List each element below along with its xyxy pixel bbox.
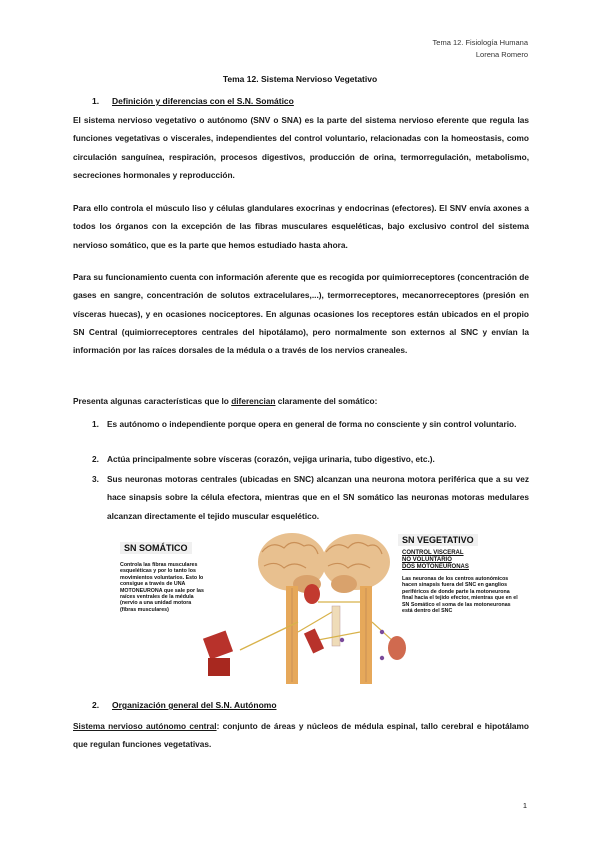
page-number: 1 [522,801,527,810]
section-title: Organización general del S.N. Autónomo [112,700,277,710]
document-title: Tema 12. Sistema Nervioso Vegetativo [222,74,378,84]
para4-post: claramente del somático: [275,396,378,406]
list-text: Es autónomo o independiente porque opera en general de forma no consciente y sin control voluntario. [107,419,517,429]
list-text: Sus neuronas motoras centrales (ubicadas en SNC) alcanzan una neurona motora periférica que a su vez hace sinapsis sobre la célula efectora, mientras que en el SN somático las neuronas motoras medulares alcanzan directamente el tejido muscular esquelético. [107,474,529,521]
autonomic-sub3: DOS MOTONEURONAS [402,563,469,570]
list-number: 3. [92,474,99,484]
paragraph-3: Para su funcionamiento cuenta con información aferente que es recogida por quimiorreceptores (concentración de gases en sangre, concentración de solutos extracelulares,...), termorreceptores, mecanorreceptores (presión en vísceras huecas), y en ocasiones nociceptores. En algunas ocasiones los receptores están ubicados en el propio SN Central (quimiorreceptores centrales del hipotálamo), pero normalmente son externos al SNC y envían la información por las raíces dorsales de la médula o a través de los nervios craneales. [73,272,529,356]
section-heading-1 [92,96,294,106]
section-number: 1. [92,96,100,106]
para5-term: Sistema nervioso autónomo central [73,721,217,731]
section-number: 2. [92,700,100,710]
list-number: 1. [92,419,99,429]
header-course: Tema 12. Fisiología Humana [432,38,528,47]
autonomic-subtitle [402,550,522,570]
nervous-system-figure [112,532,526,684]
page-header [433,37,528,61]
section-heading-2 [92,700,277,710]
header-author: Lorena Romero [475,50,528,59]
list-item [92,470,529,525]
para5-rest: : conjunto de áreas y núcleos de médula espinal, tallo cerebral e hipotálamo que regulan funciones vegetativas. [73,721,529,750]
list-text: Actúa principalmente sobre vísceras (corazón, vejiga urinaria, tubo digestivo, etc.). [107,454,435,464]
list-item [92,415,529,433]
para4-underlined: diferencian [231,396,276,406]
list-number: 2. [92,454,99,464]
autonomic-description: Las neuronas de los centros autonómicos hacen sinapsis fuera del SNC en ganglios periféricos de donde parte la motoneurona final hacia el tejido efector, mientras que en el SN Somático el soma de las motoneuronas está dentro del SNC [402,576,518,615]
paragraph-1: El sistema nervioso vegetativo o autónomo (SNV o SNA) es la parte del sistema nervioso eferente que regula las funciones vegetativas o viscerales, independientes del control voluntario, relacionadas con la homeostasis, como circulación sanguínea, respiración, procesos digestivos, producción de orina, termorregulación, metabolismo, secreciones hormonales y reproducción. [73,115,529,180]
autonomic-sub1: CONTROL VISCERAL [402,550,464,556]
somatic-label: SN SOMÁTICO [120,542,192,554]
paragraph-2: Para ello controla el músculo liso y células glandulares exocrinas y endocrinas (efectores). El SNV envía axones a todos los órganos con la excepción de las fibras musculares esqueléticas, bajo exclusivo control del sistema nervioso somático, que es la parte que hemos estudiado hasta ahora. [73,203,529,250]
list-item [92,450,529,468]
paragraph-5 [73,717,529,754]
paragraph-4 [73,392,529,410]
autonomic-sub2: NO VOLUNTARIO [402,556,452,563]
autonomic-label: SN VEGETATIVO [398,534,478,546]
somatic-description: Controla las fibras musculares esqueléticas y por lo tanto los movimientos voluntarios. Esto lo consigue a través de UNA MOTONEURONA que sale por las raíces ventrales de la médula (nervio a una unidad motora (fibras musculares) [120,562,204,613]
para4-pre: Presenta algunas características que lo [73,396,232,406]
section-title: Definición y diferencias con el S.N. Somático [112,96,294,106]
